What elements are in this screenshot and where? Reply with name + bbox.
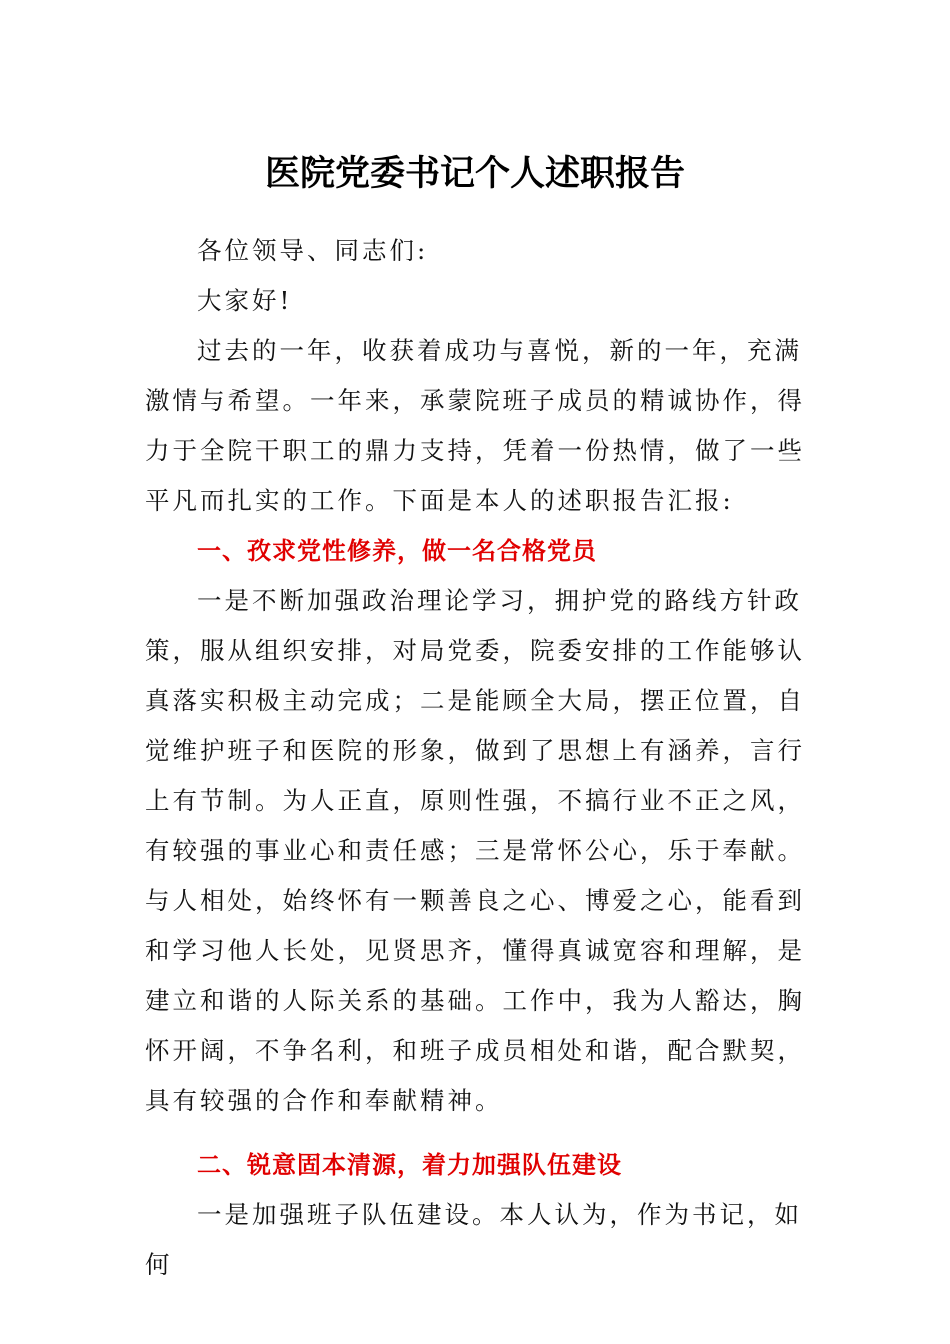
section-1-paragraph: 一是不断加强政治理论学习，拥护党的路线方针政策，服从组织安排，对局党委，院委安排的工作能够认真落实积极主动完成；二是能顾全大局，摆正位置，自觉维护班子和医院的形象，做到了思想上有涵养，言行上有节制。为人正直，原则性强，不搞行业不正之风，有较强的事业心和责任感；三是常怀公心，乐于奉献。与人相处，始终怀有一颗善良之心、博爱之心，能看到和学习他人长处，见贤思齐，懂得真诚宽容和理解，是建立和谐的人际关系的基础。工作中，我为人豁达，胸怀开阔，不争名利，和班子成员相处和谐，配合默契，具有较强的合作和奉献精神。 — [145, 586, 805, 1115]
section-1-heading: 一、孜求党性修养，做一名合格党员 — [197, 537, 597, 565]
section-2-heading: 二、锐意固本清源，着力加强队伍建设 — [197, 1151, 622, 1179]
greeting: 大家好! — [197, 286, 293, 315]
intro-paragraph: 过去的一年，收获着成功与喜悦，新的一年，充满激情与希望。一年来，承蒙院班子成员的精诚协作，得力于全院干职工的鼎力支持，凭着一份热情，做了一些平凡而扎实的工作。下面是本人的述职报告汇报: — [145, 336, 805, 515]
document-body — [145, 226, 810, 1290]
salutation: 各位领导、同志们: — [197, 236, 429, 265]
section-2-paragraph: 一是加强班子队伍建设。本人认为，作为书记，如何 — [145, 1200, 802, 1279]
document-title: 医院党委书记个人述职报告 — [264, 153, 685, 194]
